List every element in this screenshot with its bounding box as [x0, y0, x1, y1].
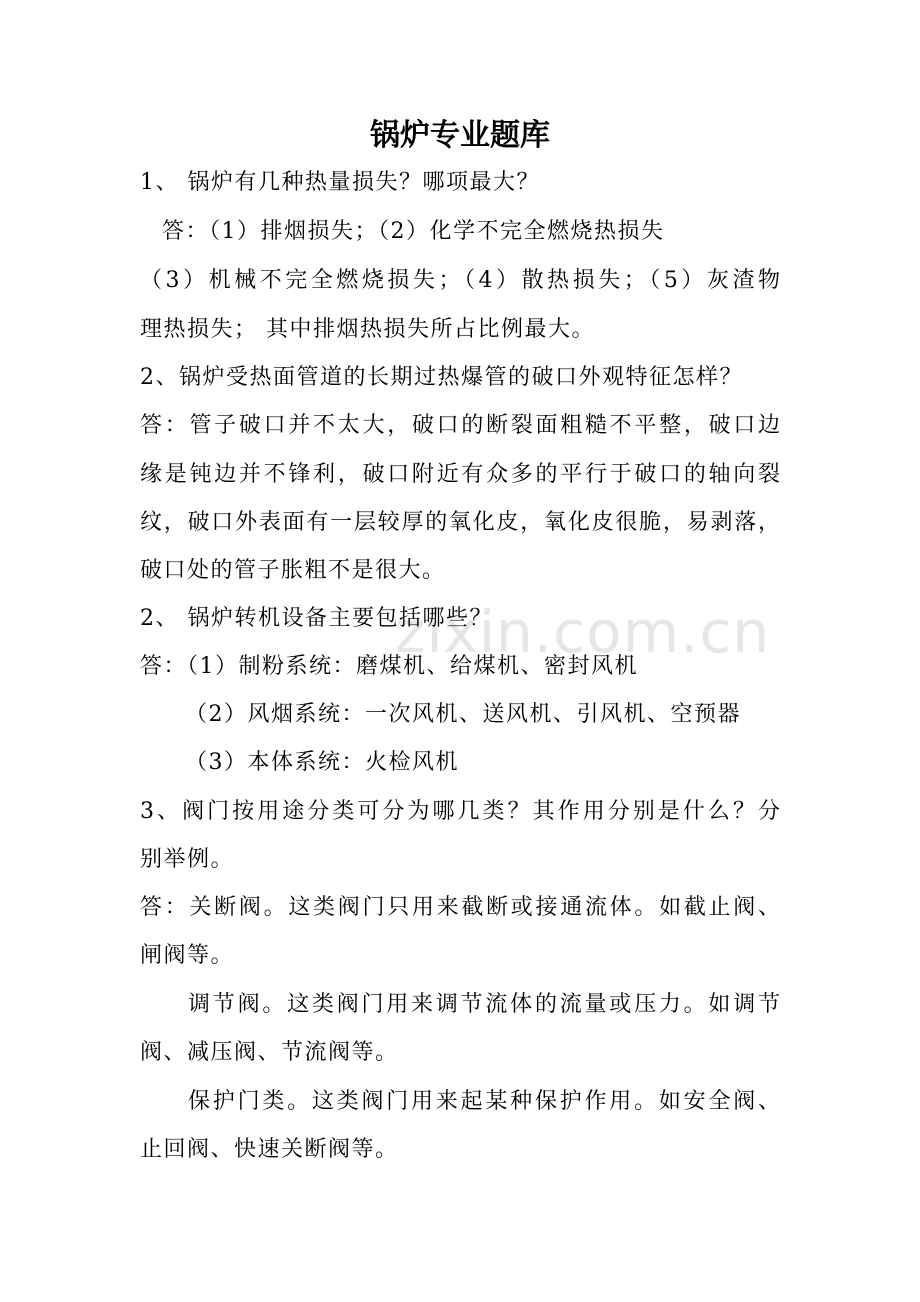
answer-2-line-2: 缘是钝边并不锋利，破口附近有众多的平行于破口的轴向裂: [140, 462, 780, 487]
question-4-line-2: 别举例。: [140, 847, 235, 872]
answer-4-line-6: 止回阀、快速关断阀等。: [140, 1137, 399, 1162]
question-3: 2、 锅炉转机设备主要包括哪些？: [140, 606, 493, 631]
answer-3-line-1: 答：（1）制粉系统：磨煤机、给煤机、密封风机: [140, 654, 638, 679]
question-4-line-1: 3、阀门按用途分类可分为哪几类？其作用分别是什么？分: [140, 799, 780, 824]
answer-4-line-3: 调节阀。这类阀门用来调节流体的流量或压力。如调节: [188, 992, 780, 1017]
document-title: 锅炉专业题库: [370, 118, 550, 153]
answer-4-line-5: 保护门类。这类阀门用来起某种保护作用。如安全阀、: [188, 1089, 780, 1114]
answer-4-line-1: 答：关断阀。这类阀门只用来截断或接通流体。如截止阀、: [140, 895, 780, 920]
answer-2-line-4: 破口处的管子胀粗不是很大。: [140, 558, 446, 583]
answer-2-line-3: 纹，破口外表面有一层较厚的氧化皮，氧化皮很脆，易剥落，: [140, 510, 780, 535]
answer-3-line-3: （3）本体系统：火检风机: [185, 750, 459, 775]
answer-1-line-2: （3）机械不完全燃烧损失；（4）散热损失；（5）灰渣物: [140, 268, 780, 293]
answer-2-line-1: 答：管子破口并不太大，破口的断裂面粗糙不平整，破口边: [140, 413, 780, 438]
watermark: zixin.com.cn: [395, 598, 771, 666]
answer-1-line-1: 答：（1）排烟损失；（2）化学不完全燃烧热损失: [162, 219, 665, 244]
answer-1-line-3: 理热损失； 其中排烟热损失所占比例最大。: [140, 317, 595, 342]
question-1: 1、 锅炉有几种热量损失？哪项最大？: [140, 170, 540, 195]
answer-4-line-4: 阀、减压阀、节流阀等。: [140, 1040, 399, 1065]
answer-4-line-2: 闸阀等。: [140, 943, 235, 968]
question-2: 2、锅炉受热面管道的长期过热爆管的破口外观特征怎样？: [140, 365, 743, 390]
answer-3-line-2: （2）风烟系统：一次风机、送风机、引风机、空预器: [185, 702, 741, 727]
